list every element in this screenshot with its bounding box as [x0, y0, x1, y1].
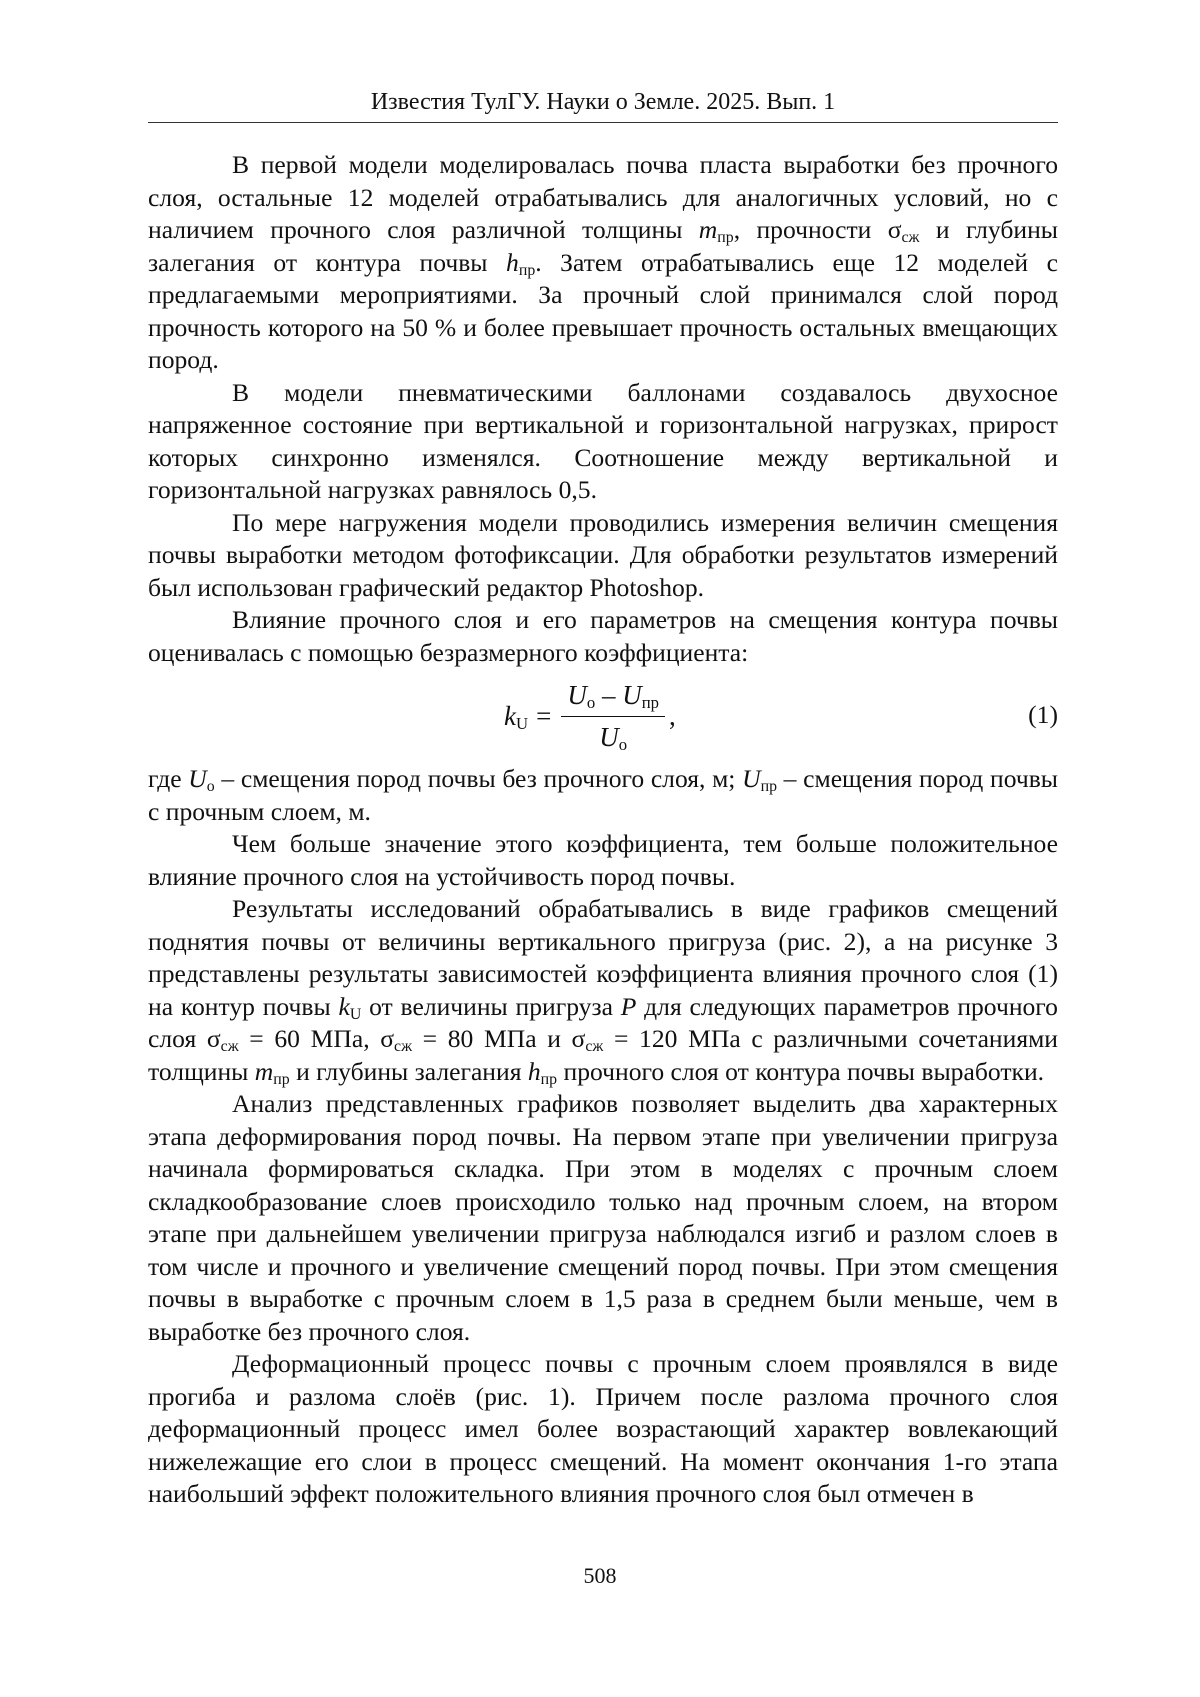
fraction-numerator: $U_о - U_{пр}$ [561, 679, 665, 717]
article-body [148, 149, 1058, 1511]
symbol-m-pr: $m_{пр}$ [698, 215, 734, 246]
symbol-P: P [620, 991, 637, 1021]
symbol-sigma-szh: $\sigma_{сж}$ [571, 1024, 604, 1055]
paragraph-4: Влияние прочного слоя и его параметров на смещения контура почвы оценивалась с помощью безразмерного коэффициента: [148, 605, 1058, 667]
equals-sign: = [536, 700, 552, 731]
symbol-U-o: $U_о$ [188, 764, 215, 795]
paragraph-2: В модели пневматическими баллонами создавалось двухосное напряженное состояние при вертикальной и горизонтальной нагрузках, прирост которых синхронно изменялся. Соотношение между вертикальной и горизонтальной нагрузках равнялось 0,5. [148, 377, 1058, 504]
paragraph-1: В первой модели моделировалась почва пласта выработки без прочного слоя, остальные 12 моделей отрабатывались для аналогичных условий, но с наличием прочного слоя различной толщины $m_{пр}$, прочности $\sigma_{сж}$ и глубины залегания от контура почвы $h_{пр}$. Затем отрабатывались еще 12 моделей с предлагаемыми мероприятиями. За прочный слой принимался слой пород прочность которого на 50 % и более превышает прочность остальных вмещающих пород. [148, 150, 1058, 374]
symbol-h-pr: $h_{пр}$ [527, 1056, 558, 1088]
symbol-sigma-szh: $\sigma_{сж}$ [887, 215, 920, 246]
paragraph-3: По мере нагружения модели проводились измерения величин смещения почвы выработки методом фотофиксации. Для обработки результатов измерений был использован графический редактор Photoshop. [148, 507, 1058, 602]
page-number: 508 [583, 1563, 617, 1588]
paragraph-5: где $U_о$ – смещения пород почвы без прочного слоя, м; $U_{пр}$ – смещения пород почвы с прочным слоем, м. [148, 764, 1058, 826]
paragraph-8: Анализ представленных графиков позволяет выделить два характерных этапа деформирования пород почвы. На первом этапе при увеличении пригруза начинала формироваться складка. При этом в моделях с прочным слоем складкообразование слоев происходило только над прочным слоем, на втором этапе при дальнейшем увеличении пригруза наблюдался изгиб и разлом слоев в том числе и прочного и увеличение смещений пород почвы. При этом смещения почвы в выработке с прочным слоем в 1,5 раза в среднем были меньше, чем в выработке без прочного слоя. [148, 1089, 1058, 1346]
equation-number: (1) [1028, 700, 1058, 729]
symbol-k-U: $k_U$ [338, 991, 362, 1023]
equation-expression [504, 669, 676, 763]
symbol-U-pr: $U_{пр}$ [742, 764, 777, 795]
fraction-denominator: $U_о$ [599, 721, 628, 754]
symbol-sigma-szh: $\sigma_{сж}$ [380, 1024, 413, 1055]
symbol-h-pr: $h_{пр}$ [506, 247, 536, 279]
running-header: Известия ТулГУ. Науки о Земле. 2025. Вып. 1 [148, 86, 1058, 123]
equation-comma: , [669, 700, 676, 731]
symbol-sigma-szh: $\sigma_{сж}$ [206, 1024, 239, 1055]
fraction [561, 679, 665, 753]
paragraph-9: Деформационный процесс почвы с прочным слоем проявлялся в виде прогиба и разлома слоёв (рис. 1). Причем после разлома прочного слоя деформационный процесс имел более возрастающий характер вовлекающий нижележащие его слои в процесс смещений. На момент окончания 1-го этапа наибольший эффект положительного влияния прочного слоя был отмечен в [148, 1349, 1058, 1508]
paragraph-7: Результаты исследований обрабатывались в виде графиков смещений поднятия почвы от величины вертикального пригруза (рис. 2), а на рисунке 3 представлены результаты зависимостей коэффициента влияния прочного слоя (1) на контур почвы $k_U$ от величины пригруза P для следующих параметров прочного слоя $\sigma_{сж} = 60$ МПа, $\sigma_{сж} = 80$ МПа и $\sigma_{сж} = 120$ МПа с различными сочетаниями толщины $m_{пр}$ и глубины залегания $h_{пр}$ прочного слоя от контура почвы выработки. [148, 894, 1058, 1088]
equation-1 [148, 669, 1058, 763]
paragraph-6: Чем больше значение этого коэффициента, тем больше положительное влияние прочного слоя на устойчивость пород почвы. [148, 829, 1058, 891]
symbol-m-pr: $m_{пр}$ [254, 1056, 290, 1088]
equation-lhs: $k_U$ [504, 700, 529, 733]
